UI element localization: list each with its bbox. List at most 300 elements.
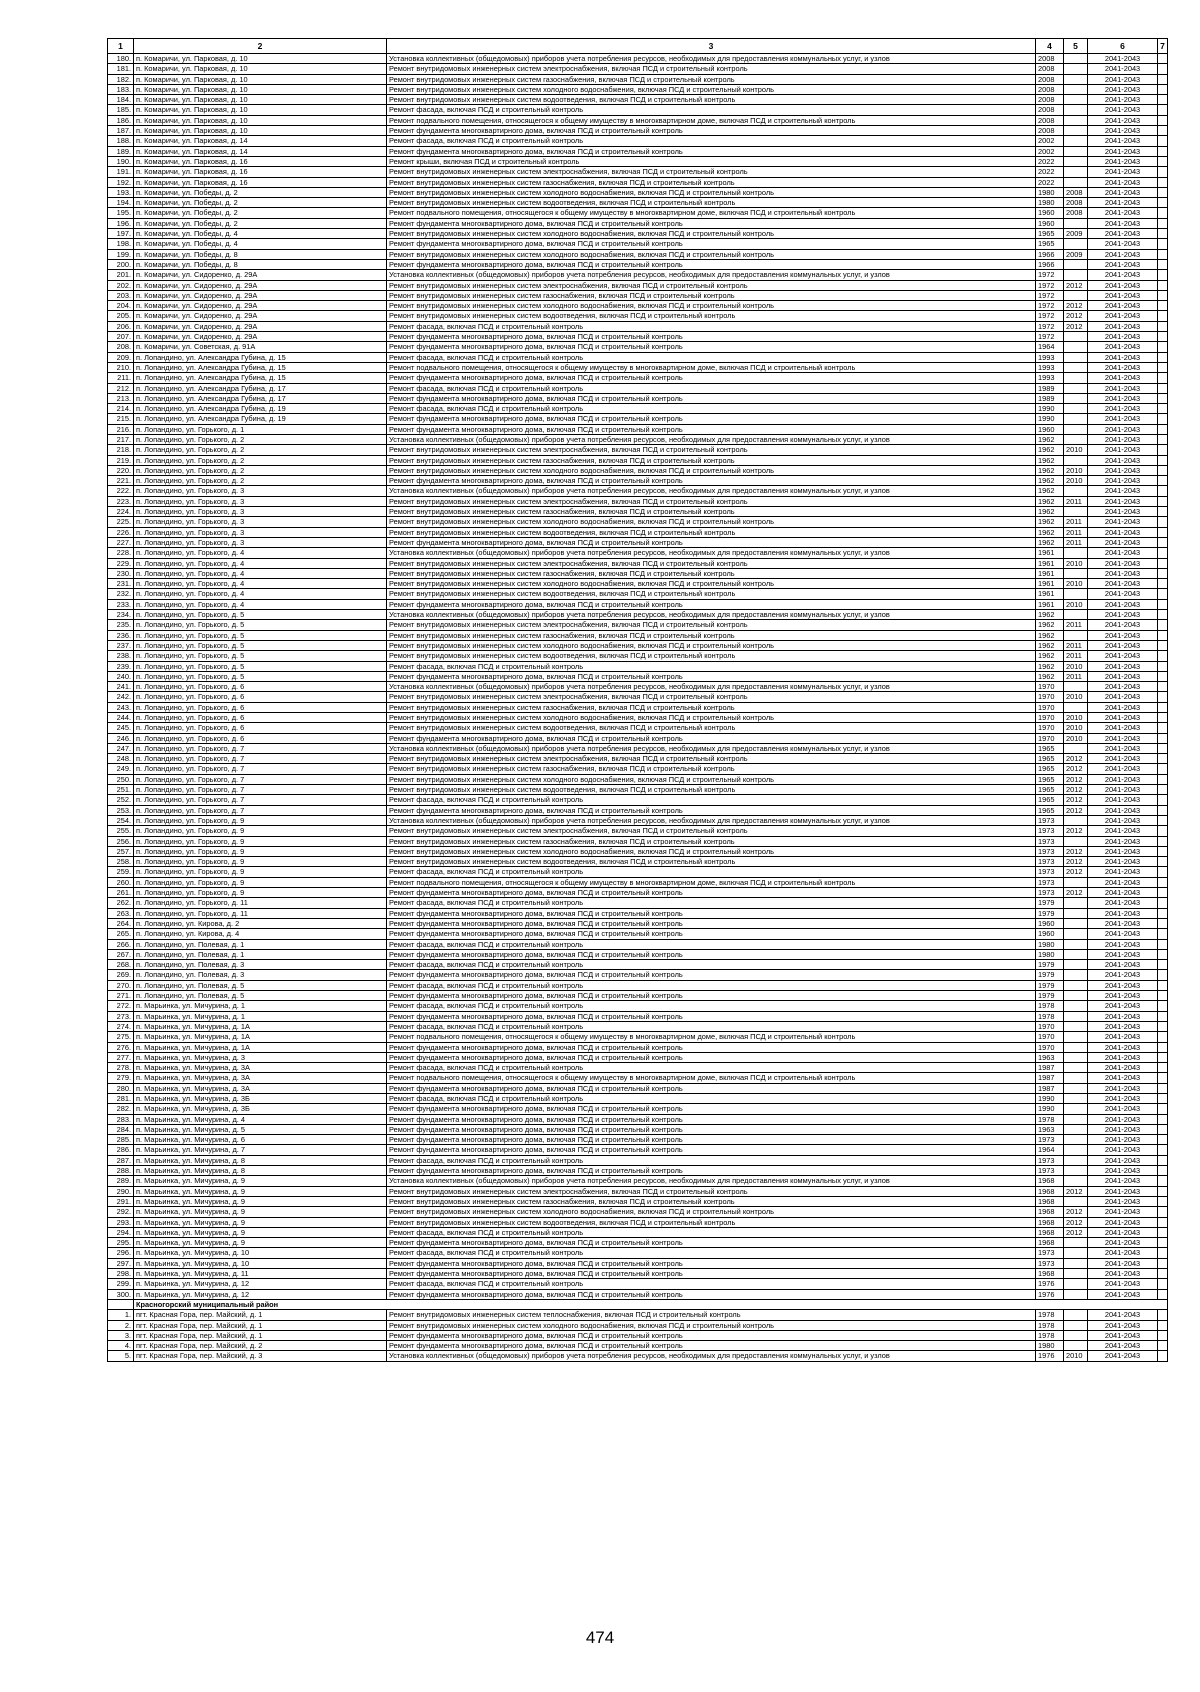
address-cell: п. Комаричи, ул. Парковая, д. 10 xyxy=(134,95,387,105)
address-cell: п. Марьинка, ул. Мичурина, д. 6 xyxy=(134,1135,387,1145)
last-repair-year-cell xyxy=(1064,1289,1088,1299)
year-built-cell: 1978 xyxy=(1036,1320,1064,1330)
last-repair-year-cell xyxy=(1064,486,1088,496)
row-number-cell: 243. xyxy=(108,702,134,712)
empty-cell xyxy=(1158,301,1168,311)
last-repair-year-cell xyxy=(1064,836,1088,846)
last-repair-year-cell xyxy=(1064,1063,1088,1073)
work-type-cell: Ремонт фундамента многоквартирного дома, включая ПСД и строительный контроль xyxy=(387,929,1036,939)
row-number-cell: 293. xyxy=(108,1217,134,1227)
year-built-cell: 1962 xyxy=(1036,445,1064,455)
last-repair-year-cell xyxy=(1064,1258,1088,1268)
address-cell: п. Лопандино, ул. Горького, д. 3 xyxy=(134,537,387,547)
row-number-cell: 198. xyxy=(108,239,134,249)
work-type-cell: Ремонт внутридомовых инженерных систем газоснабжения, включая ПСД и строительный контроль xyxy=(387,630,1036,640)
empty-cell xyxy=(1158,1083,1168,1093)
work-type-cell: Ремонт фундамента многоквартирного дома, включая ПСД и строительный контроль xyxy=(387,671,1036,681)
year-built-cell: 1976 xyxy=(1036,1351,1064,1361)
empty-cell xyxy=(1158,846,1168,856)
row-number-cell: 280. xyxy=(108,1083,134,1093)
work-type-cell: Ремонт фундамента многоквартирного дома, включая ПСД и строительный контроль xyxy=(387,1330,1036,1340)
row-number-cell: 286. xyxy=(108,1145,134,1155)
address-cell: п. Лопандино, ул. Горького, д. 4 xyxy=(134,558,387,568)
empty-cell xyxy=(1158,1351,1168,1361)
row-number-cell: 295. xyxy=(108,1238,134,1248)
last-repair-year-cell: 2008 xyxy=(1064,198,1088,208)
last-repair-year-cell xyxy=(1064,702,1088,712)
work-type-cell: Ремонт подвального помещения, относящегося к общему имуществу в многоквартирном доме, включая ПСД и строительный контроль xyxy=(387,1073,1036,1083)
address-cell: п. Марьинка, ул. Мичурина, д. 9 xyxy=(134,1176,387,1186)
last-repair-year-cell xyxy=(1064,84,1088,94)
year-built-cell: 1990 xyxy=(1036,1104,1064,1114)
row-number-cell: 215. xyxy=(108,414,134,424)
year-built-cell: 1980 xyxy=(1036,949,1064,959)
address-cell: п. Лопандино, ул. Горького, д. 6 xyxy=(134,723,387,733)
planned-period-cell: 2041-2043 xyxy=(1088,126,1158,136)
table-row xyxy=(108,507,1168,517)
work-type-cell: Ремонт фасада, включая ПСД и строительный контроль xyxy=(387,795,1036,805)
row-number-cell: 194. xyxy=(108,198,134,208)
planned-period-cell: 2041-2043 xyxy=(1088,537,1158,547)
address-cell: п. Комаричи, ул. Парковая, д. 16 xyxy=(134,156,387,166)
last-repair-year-cell: 2012 xyxy=(1064,826,1088,836)
row-number-cell: 210. xyxy=(108,362,134,372)
address-cell: п. Комаричи, ул. Победы, д. 8 xyxy=(134,249,387,259)
empty-cell xyxy=(1158,1155,1168,1165)
work-type-cell: Ремонт внутридомовых инженерных систем электроснабжения, включая ПСД и строительный контроль xyxy=(387,620,1036,630)
year-built-cell: 1965 xyxy=(1036,239,1064,249)
empty-cell xyxy=(1158,270,1168,280)
planned-period-cell: 2041-2043 xyxy=(1088,146,1158,156)
address-cell: п. Лопандино, ул. Полевая, д. 5 xyxy=(134,980,387,990)
empty-cell xyxy=(1158,991,1168,1001)
year-built-cell: 2008 xyxy=(1036,54,1064,64)
address-cell: п. Лопандино, ул. Горького, д. 7 xyxy=(134,764,387,774)
planned-period-cell: 2041-2043 xyxy=(1088,651,1158,661)
year-built-cell: 1964 xyxy=(1036,342,1064,352)
row-number-cell: 235. xyxy=(108,620,134,630)
empty-cell xyxy=(1158,1196,1168,1206)
empty-cell xyxy=(1158,1248,1168,1258)
empty-cell xyxy=(1158,1093,1168,1103)
year-built-cell: 1993 xyxy=(1036,373,1064,383)
row-number-cell: 277. xyxy=(108,1052,134,1062)
last-repair-year-cell: 2011 xyxy=(1064,651,1088,661)
work-type-cell: Ремонт фундамента многоквартирного дома, включая ПСД и строительный контроль xyxy=(387,733,1036,743)
planned-period-cell: 2041-2043 xyxy=(1088,774,1158,784)
address-cell: п. Марьинка, ул. Мичурина, д. 8 xyxy=(134,1155,387,1165)
address-cell: п. Лопандино, ул. Горького, д. 3 xyxy=(134,486,387,496)
year-built-cell: 1965 xyxy=(1036,785,1064,795)
last-repair-year-cell: 2010 xyxy=(1064,661,1088,671)
year-built-cell: 2008 xyxy=(1036,84,1064,94)
planned-period-cell: 2041-2043 xyxy=(1088,311,1158,321)
empty-cell xyxy=(1158,249,1168,259)
empty-cell xyxy=(1158,1289,1168,1299)
empty-cell xyxy=(1158,640,1168,650)
planned-period-cell: 2041-2043 xyxy=(1088,290,1158,300)
year-built-cell: 2002 xyxy=(1036,136,1064,146)
address-cell: п. Комаричи, ул. Сидоренко, д. 29А xyxy=(134,321,387,331)
planned-period-cell: 2041-2043 xyxy=(1088,671,1158,681)
planned-period-cell: 2041-2043 xyxy=(1088,795,1158,805)
planned-period-cell: 2041-2043 xyxy=(1088,1186,1158,1196)
last-repair-year-cell xyxy=(1064,908,1088,918)
table-row xyxy=(108,1310,1168,1320)
table-row xyxy=(108,1155,1168,1165)
year-built-cell: 1979 xyxy=(1036,898,1064,908)
address-cell: п. Лопандино, ул. Горького, д. 4 xyxy=(134,599,387,609)
planned-period-cell: 2041-2043 xyxy=(1088,1114,1158,1124)
address-cell: п. Лопандино, ул. Горького, д. 3 xyxy=(134,527,387,537)
table-row xyxy=(108,537,1168,547)
year-built-cell: 1980 xyxy=(1036,939,1064,949)
row-number-cell: 292. xyxy=(108,1207,134,1217)
empty-cell xyxy=(1158,1320,1168,1330)
year-built-cell: 1960 xyxy=(1036,929,1064,939)
address-cell: п. Лопандино, ул. Горького, д. 7 xyxy=(134,805,387,815)
table-row xyxy=(108,949,1168,959)
year-built-cell: 1962 xyxy=(1036,434,1064,444)
year-built-cell: 1972 xyxy=(1036,270,1064,280)
planned-period-cell: 2041-2043 xyxy=(1088,352,1158,362)
planned-period-cell: 2041-2043 xyxy=(1088,908,1158,918)
work-type-cell: Установка коллективных (общедомовых) приборов учета потребления ресурсов, необходимых для предоставления коммунальных услуг, и узлов xyxy=(387,1351,1036,1361)
address-cell: п. Лопандино, ул. Горького, д. 11 xyxy=(134,898,387,908)
address-cell: п. Комаричи, ул. Парковая, д. 16 xyxy=(134,167,387,177)
last-repair-year-cell xyxy=(1064,1196,1088,1206)
empty-cell xyxy=(1158,733,1168,743)
table-row xyxy=(108,1166,1168,1176)
table-row xyxy=(108,187,1168,197)
address-cell: п. Марьинка, ул. Мичурина, д. 9 xyxy=(134,1217,387,1227)
table-row xyxy=(108,805,1168,815)
table-row xyxy=(108,991,1168,1001)
table-row xyxy=(108,229,1168,239)
work-type-cell: Ремонт внутридомовых инженерных систем холодного водоснабжения, включая ПСД и строительный контроль xyxy=(387,187,1036,197)
work-type-cell: Ремонт внутридомовых инженерных систем газоснабжения, включая ПСД и строительный контроль xyxy=(387,702,1036,712)
year-built-cell: 2022 xyxy=(1036,156,1064,166)
planned-period-cell: 2041-2043 xyxy=(1088,249,1158,259)
last-repair-year-cell xyxy=(1064,1073,1088,1083)
last-repair-year-cell: 2012 xyxy=(1064,795,1088,805)
row-number-cell: 214. xyxy=(108,404,134,414)
table-row xyxy=(108,1001,1168,1011)
row-number-cell: 211. xyxy=(108,373,134,383)
empty-cell xyxy=(1158,1145,1168,1155)
table-row xyxy=(108,1073,1168,1083)
year-built-cell: 1973 xyxy=(1036,1166,1064,1176)
row-number-cell: 283. xyxy=(108,1114,134,1124)
row-number-cell: 225. xyxy=(108,517,134,527)
work-type-cell: Ремонт внутридомовых инженерных систем водоотведения, включая ПСД и строительный контроль xyxy=(387,857,1036,867)
row-number-cell: 291. xyxy=(108,1196,134,1206)
empty-cell xyxy=(1158,836,1168,846)
planned-period-cell: 2041-2043 xyxy=(1088,630,1158,640)
row-number-cell: 297. xyxy=(108,1258,134,1268)
last-repair-year-cell: 2012 xyxy=(1064,1207,1088,1217)
row-number-cell: 184. xyxy=(108,95,134,105)
work-type-cell: Ремонт фундамента многоквартирного дома, включая ПСД и строительный контроль xyxy=(387,908,1036,918)
table-row xyxy=(108,321,1168,331)
year-built-cell: 1979 xyxy=(1036,908,1064,918)
address-cell: п. Комаричи, ул. Сидоренко, д. 29А xyxy=(134,270,387,280)
work-type-cell: Ремонт внутридомовых инженерных систем водоотведения, включая ПСД и строительный контроль xyxy=(387,95,1036,105)
table-row xyxy=(108,1021,1168,1031)
work-type-cell: Ремонт фундамента многоквартирного дома, включая ПСД и строительный контроль xyxy=(387,805,1036,815)
table-row xyxy=(108,558,1168,568)
work-type-cell: Ремонт фундамента многоквартирного дома, включая ПСД и строительный контроль xyxy=(387,1238,1036,1248)
year-built-cell: 1964 xyxy=(1036,1145,1064,1155)
planned-period-cell: 2041-2043 xyxy=(1088,1001,1158,1011)
last-repair-year-cell: 2010 xyxy=(1064,476,1088,486)
year-built-cell: 1968 xyxy=(1036,1238,1064,1248)
last-repair-year-cell: 2012 xyxy=(1064,1186,1088,1196)
planned-period-cell: 2041-2043 xyxy=(1088,1351,1158,1361)
section-row xyxy=(108,1299,1168,1309)
year-built-cell: 1962 xyxy=(1036,465,1064,475)
planned-period-cell: 2041-2043 xyxy=(1088,929,1158,939)
table-row xyxy=(108,702,1168,712)
table-row xyxy=(108,888,1168,898)
header-cell: 2 xyxy=(134,39,387,54)
year-built-cell: 2008 xyxy=(1036,74,1064,84)
work-type-cell: Ремонт фундамента многоквартирного дома, включая ПСД и строительный контроль xyxy=(387,1042,1036,1052)
address-cell: п. Лопандино, ул. Горького, д. 9 xyxy=(134,857,387,867)
planned-period-cell: 2041-2043 xyxy=(1088,723,1158,733)
table-row xyxy=(108,1135,1168,1145)
table-row xyxy=(108,764,1168,774)
address-cell: п. Лопандино, ул. Александра Губина, д. 15 xyxy=(134,373,387,383)
row-number-cell: 270. xyxy=(108,980,134,990)
table-row xyxy=(108,290,1168,300)
planned-period-cell: 2041-2043 xyxy=(1088,754,1158,764)
planned-period-cell: 2041-2043 xyxy=(1088,1011,1158,1021)
address-cell: п. Марьинка, ул. Мичурина, д. 3А xyxy=(134,1063,387,1073)
planned-period-cell: 2041-2043 xyxy=(1088,527,1158,537)
last-repair-year-cell xyxy=(1064,362,1088,372)
planned-period-cell: 2041-2043 xyxy=(1088,239,1158,249)
empty-cell xyxy=(1158,342,1168,352)
address-cell: п. Лопандино, ул. Горького, д. 7 xyxy=(134,795,387,805)
empty-cell xyxy=(1158,1238,1168,1248)
row-number-cell: 244. xyxy=(108,713,134,723)
table-row xyxy=(108,54,1168,64)
address-cell: п. Комаричи, ул. Победы, д. 4 xyxy=(134,239,387,249)
row-number-cell: 212. xyxy=(108,383,134,393)
year-built-cell: 1973 xyxy=(1036,888,1064,898)
row-number-cell: 203. xyxy=(108,290,134,300)
planned-period-cell: 2041-2043 xyxy=(1088,568,1158,578)
table-row xyxy=(108,1289,1168,1299)
table-row xyxy=(108,867,1168,877)
work-type-cell: Установка коллективных (общедомовых) приборов учета потребления ресурсов, необходимых для предоставления коммунальных услуг, и узлов xyxy=(387,434,1036,444)
year-built-cell: 1962 xyxy=(1036,476,1064,486)
last-repair-year-cell xyxy=(1064,1011,1088,1021)
planned-period-cell: 2041-2043 xyxy=(1088,1248,1158,1258)
table-row xyxy=(108,424,1168,434)
empty-cell xyxy=(1158,939,1168,949)
work-type-cell: Ремонт фундамента многоквартирного дома, включая ПСД и строительный контроль xyxy=(387,146,1036,156)
row-number-cell: 182. xyxy=(108,74,134,84)
work-type-cell: Ремонт фундамента многоквартирного дома, включая ПСД и строительный контроль xyxy=(387,332,1036,342)
last-repair-year-cell xyxy=(1064,218,1088,228)
empty-cell xyxy=(1158,496,1168,506)
last-repair-year-cell xyxy=(1064,1104,1088,1114)
table-row xyxy=(108,826,1168,836)
empty-cell xyxy=(1158,610,1168,620)
year-built-cell: 1980 xyxy=(1036,1341,1064,1351)
year-built-cell: 1972 xyxy=(1036,311,1064,321)
address-cell: п. Лопандино, ул. Горького, д. 3 xyxy=(134,496,387,506)
row-number-cell: 1. xyxy=(108,1310,134,1320)
empty-cell xyxy=(1158,568,1168,578)
last-repair-year-cell xyxy=(1064,383,1088,393)
address-cell: п. Марьинка, ул. Мичурина, д. 9 xyxy=(134,1186,387,1196)
empty-cell xyxy=(1158,434,1168,444)
year-built-cell: 1962 xyxy=(1036,527,1064,537)
last-repair-year-cell: 2012 xyxy=(1064,785,1088,795)
empty-cell xyxy=(1158,373,1168,383)
planned-period-cell: 2041-2043 xyxy=(1088,1145,1158,1155)
last-repair-year-cell xyxy=(1064,1052,1088,1062)
work-type-cell: Ремонт фундамента многоквартирного дома, включая ПСД и строительный контроль xyxy=(387,1166,1036,1176)
year-built-cell: 1972 xyxy=(1036,301,1064,311)
address-cell: п. Лопандино, ул. Горького, д. 9 xyxy=(134,877,387,887)
work-type-cell: Ремонт внутридомовых инженерных систем водоотведения, включая ПСД и строительный контроль xyxy=(387,527,1036,537)
empty-cell xyxy=(1158,1166,1168,1176)
year-built-cell: 1962 xyxy=(1036,486,1064,496)
year-built-cell: 1960 xyxy=(1036,208,1064,218)
row-number-cell: 191. xyxy=(108,167,134,177)
address-cell: п. Марьинка, ул. Мичурина, д. 1А xyxy=(134,1021,387,1031)
empty-cell xyxy=(1158,908,1168,918)
address-cell: п. Марьинка, ул. Мичурина, д. 4 xyxy=(134,1114,387,1124)
work-type-cell: Ремонт фундамента многоквартирного дома, включая ПСД и строительный контроль xyxy=(387,949,1036,959)
empty-cell xyxy=(1158,651,1168,661)
planned-period-cell: 2041-2043 xyxy=(1088,733,1158,743)
planned-period-cell: 2041-2043 xyxy=(1088,1310,1158,1320)
planned-period-cell: 2041-2043 xyxy=(1088,620,1158,630)
row-number-cell: 278. xyxy=(108,1063,134,1073)
work-type-cell: Установка коллективных (общедомовых) приборов учета потребления ресурсов, необходимых для предоставления коммунальных услуг, и узлов xyxy=(387,815,1036,825)
planned-period-cell: 2041-2043 xyxy=(1088,136,1158,146)
address-cell: п. Лопандино, ул. Александра Губина, д. 15 xyxy=(134,362,387,372)
planned-period-cell: 2041-2043 xyxy=(1088,455,1158,465)
table-row xyxy=(108,249,1168,259)
row-number-cell: 276. xyxy=(108,1042,134,1052)
work-type-cell: Ремонт фасада, включая ПСД и строительный контроль xyxy=(387,1021,1036,1031)
work-type-cell: Ремонт фасада, включая ПСД и строительный контроль xyxy=(387,1248,1036,1258)
planned-period-cell: 2041-2043 xyxy=(1088,898,1158,908)
work-type-cell: Ремонт фундамента многоквартирного дома, включая ПСД и строительный контроль xyxy=(387,970,1036,980)
empty-cell xyxy=(1158,424,1168,434)
work-type-cell: Ремонт внутридомовых инженерных систем электроснабжения, включая ПСД и строительный контроль xyxy=(387,167,1036,177)
last-repair-year-cell: 2011 xyxy=(1064,496,1088,506)
empty-cell xyxy=(1158,867,1168,877)
table-row xyxy=(108,332,1168,342)
empty-cell xyxy=(1158,692,1168,702)
year-built-cell: 1989 xyxy=(1036,393,1064,403)
last-repair-year-cell xyxy=(1064,290,1088,300)
year-built-cell: 1970 xyxy=(1036,1042,1064,1052)
address-cell: п. Лопандино, ул. Горького, д. 11 xyxy=(134,908,387,918)
address-cell: п. Марьинка, ул. Мичурина, д. 1А xyxy=(134,1032,387,1042)
work-type-cell: Ремонт внутридомовых инженерных систем электроснабжения, включая ПСД и строительный контроль xyxy=(387,754,1036,764)
row-number-cell: 223. xyxy=(108,496,134,506)
address-cell: п. Лопандино, ул. Горького, д. 7 xyxy=(134,754,387,764)
table-row xyxy=(108,126,1168,136)
address-cell: п. Марьинка, ул. Мичурина, д. 9 xyxy=(134,1238,387,1248)
table-row xyxy=(108,661,1168,671)
year-built-cell: 1979 xyxy=(1036,991,1064,1001)
row-number-cell: 266. xyxy=(108,939,134,949)
row-number-cell: 190. xyxy=(108,156,134,166)
empty-cell xyxy=(1158,764,1168,774)
empty-cell xyxy=(1158,105,1168,115)
table-row xyxy=(108,445,1168,455)
planned-period-cell: 2041-2043 xyxy=(1088,980,1158,990)
year-built-cell: 1979 xyxy=(1036,970,1064,980)
address-cell: п. Лопандино, ул. Горького, д. 4 xyxy=(134,579,387,589)
work-type-cell: Ремонт внутридомовых инженерных систем холодного водоснабжения, включая ПСД и строительный контроль xyxy=(387,579,1036,589)
work-type-cell: Ремонт фундамента многоквартирного дома, включая ПСД и строительный контроль xyxy=(387,1011,1036,1021)
year-built-cell: 1987 xyxy=(1036,1073,1064,1083)
planned-period-cell: 2041-2043 xyxy=(1088,1217,1158,1227)
work-type-cell: Ремонт внутридомовых инженерных систем электроснабжения, включая ПСД и строительный контроль xyxy=(387,64,1036,74)
year-built-cell: 1970 xyxy=(1036,713,1064,723)
work-type-cell: Установка коллективных (общедомовых) приборов учета потребления ресурсов, необходимых для предоставления коммунальных услуг, и узлов xyxy=(387,548,1036,558)
year-built-cell: 2008 xyxy=(1036,64,1064,74)
empty-cell xyxy=(1158,1052,1168,1062)
last-repair-year-cell xyxy=(1064,136,1088,146)
empty-cell xyxy=(1158,1258,1168,1268)
address-cell: п. Лопандино, ул. Горького, д. 6 xyxy=(134,692,387,702)
work-type-cell: Ремонт подвального помещения, относящегося к общему имуществу в многоквартирном доме, включая ПСД и строительный контроль xyxy=(387,1032,1036,1042)
year-built-cell: 1973 xyxy=(1036,826,1064,836)
row-number-cell: 220. xyxy=(108,465,134,475)
last-repair-year-cell: 2010 xyxy=(1064,713,1088,723)
last-repair-year-cell xyxy=(1064,434,1088,444)
last-repair-year-cell xyxy=(1064,630,1088,640)
last-repair-year-cell xyxy=(1064,1093,1088,1103)
header-cell: 6 xyxy=(1088,39,1158,54)
empty-cell xyxy=(1158,229,1168,239)
empty-cell xyxy=(1158,1186,1168,1196)
row-number-cell: 206. xyxy=(108,321,134,331)
planned-period-cell: 2041-2043 xyxy=(1088,156,1158,166)
work-type-cell: Ремонт внутридомовых инженерных систем водоотведения, включая ПСД и строительный контроль xyxy=(387,198,1036,208)
row-number-cell: 247. xyxy=(108,743,134,753)
work-type-cell: Ремонт фундамента многоквартирного дома, включая ПСД и строительный контроль xyxy=(387,1258,1036,1268)
work-type-cell: Ремонт внутридомовых инженерных систем водоотведения, включая ПСД и строительный контроль xyxy=(387,723,1036,733)
year-built-cell: 1972 xyxy=(1036,321,1064,331)
table-row xyxy=(108,239,1168,249)
table-row xyxy=(108,1011,1168,1021)
year-built-cell: 1962 xyxy=(1036,496,1064,506)
table-row xyxy=(108,795,1168,805)
row-number-cell: 253. xyxy=(108,805,134,815)
table-row xyxy=(108,1145,1168,1155)
row-number-cell: 192. xyxy=(108,177,134,187)
work-type-cell: Ремонт внутридомовых инженерных систем газоснабжения, включая ПСД и строительный контроль xyxy=(387,507,1036,517)
work-type-cell: Ремонт фасада, включая ПСД и строительный контроль xyxy=(387,898,1036,908)
address-cell: п. Комаричи, ул. Парковая, д. 10 xyxy=(134,115,387,125)
last-repair-year-cell: 2011 xyxy=(1064,527,1088,537)
last-repair-year-cell: 2011 xyxy=(1064,640,1088,650)
work-type-cell: Ремонт внутридомовых инженерных систем холодного водоснабжения, включая ПСД и строительный контроль xyxy=(387,1320,1036,1330)
address-cell: п. Марьинка, ул. Мичурина, д. 12 xyxy=(134,1289,387,1299)
